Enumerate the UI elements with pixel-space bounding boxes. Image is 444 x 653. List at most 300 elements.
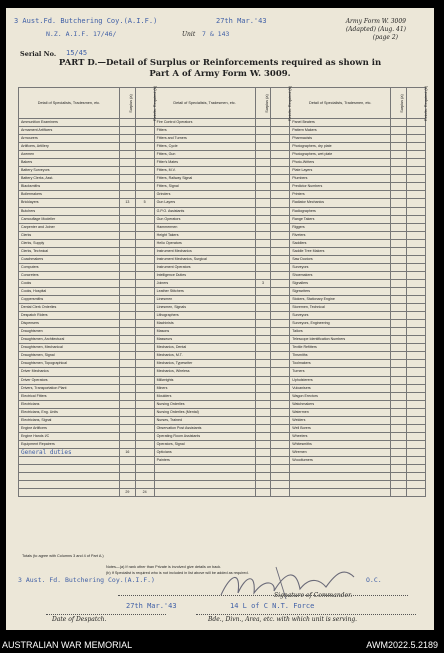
table-row bbox=[19, 296, 426, 304]
required-cell bbox=[407, 456, 426, 464]
specialist-name-cell: Coachmakers bbox=[19, 255, 120, 263]
specialist-name-cell: Surveyors bbox=[290, 312, 391, 320]
required-cell bbox=[407, 263, 426, 271]
required-cell bbox=[271, 312, 290, 320]
surplus-cell bbox=[119, 481, 135, 489]
required-cell bbox=[407, 255, 426, 263]
part-d-title: PART D.—Detail of Surplus or Reinforcements required as shown in bbox=[58, 58, 382, 68]
surplus-cell bbox=[255, 127, 271, 135]
surplus-cell bbox=[391, 440, 407, 448]
table-header-row bbox=[19, 88, 426, 119]
required-cell bbox=[135, 312, 154, 320]
signature-unit-typed: 3 Aust. Fd. Butchering Coy.(A.I.F.) bbox=[18, 576, 155, 584]
table-row bbox=[19, 440, 426, 448]
specialist-name-cell: Cooks bbox=[19, 279, 120, 287]
table-row bbox=[19, 312, 426, 320]
specialist-name-cell: Joiners bbox=[154, 279, 255, 287]
required-cell bbox=[135, 408, 154, 416]
surplus-cell bbox=[119, 400, 135, 408]
specialist-name-cell: Watchmakers bbox=[290, 400, 391, 408]
required-cell bbox=[135, 175, 154, 183]
surplus-cell bbox=[119, 392, 135, 400]
serial-number-typed: 15/45 bbox=[66, 49, 88, 57]
surplus-cell bbox=[391, 384, 407, 392]
specialist-name-cell: Tailors bbox=[290, 328, 391, 336]
col-header-surplus: Surplus (a) bbox=[119, 88, 135, 119]
surplus-cell bbox=[391, 448, 407, 456]
surplus-cell bbox=[119, 473, 135, 481]
surplus-cell bbox=[119, 143, 135, 151]
required-cell bbox=[135, 352, 154, 360]
required-cell bbox=[271, 481, 290, 489]
table-row bbox=[19, 328, 426, 336]
required-cell bbox=[135, 416, 154, 424]
required-cell bbox=[135, 271, 154, 279]
specialist-name-cell: Axemen bbox=[19, 151, 120, 159]
table-row bbox=[19, 231, 426, 239]
required-cell bbox=[135, 223, 154, 231]
required-cell bbox=[407, 239, 426, 247]
specialist-name-cell: Pattern Makers bbox=[290, 127, 391, 135]
surplus-cell bbox=[255, 135, 271, 143]
table-row bbox=[19, 368, 426, 376]
surplus-cell bbox=[255, 432, 271, 440]
required-cell bbox=[407, 376, 426, 384]
surplus-cell bbox=[391, 127, 407, 135]
surplus-cell bbox=[255, 440, 271, 448]
specialist-name-cell: Mechanics, Wireless bbox=[154, 368, 255, 376]
surplus-cell: 16 bbox=[119, 448, 135, 456]
specialist-name-cell: Vulcanisers bbox=[290, 384, 391, 392]
required-cell bbox=[271, 135, 290, 143]
surplus-cell bbox=[255, 271, 271, 279]
required-cell bbox=[407, 215, 426, 223]
required-cell bbox=[135, 344, 154, 352]
specialist-name-cell: Welders bbox=[290, 416, 391, 424]
surplus-cell bbox=[119, 328, 135, 336]
surplus-cell bbox=[255, 143, 271, 151]
specialist-name-cell: Surveyors, Engineering bbox=[290, 320, 391, 328]
table-row bbox=[19, 336, 426, 344]
specialist-name-cell bbox=[19, 481, 120, 489]
surplus-cell bbox=[255, 296, 271, 304]
surplus-cell bbox=[119, 384, 135, 392]
required-cell bbox=[271, 175, 290, 183]
required-cell bbox=[135, 384, 154, 392]
specialist-name-cell: Helio Operators bbox=[154, 239, 255, 247]
table-row bbox=[19, 223, 426, 231]
required-cell bbox=[135, 400, 154, 408]
table-row bbox=[19, 489, 426, 497]
specialist-name-cell: Moulders bbox=[154, 392, 255, 400]
specialist-name-cell: G.P.O. Assistants bbox=[154, 207, 255, 215]
note-a: Notes—(a) If rank other than Private is involved give details on back. bbox=[106, 565, 222, 569]
specialist-name-cell: Despatch Riders bbox=[19, 312, 120, 320]
specialist-name-cell: Fitters, M.V. bbox=[154, 167, 255, 175]
required-cell bbox=[271, 304, 290, 312]
specialist-name-cell: Textile Refitters bbox=[290, 344, 391, 352]
specialist-name-cell: Draughtsmen, Architectural bbox=[19, 336, 120, 344]
surplus-cell bbox=[119, 207, 135, 215]
required-cell bbox=[407, 360, 426, 368]
surplus-cell bbox=[391, 247, 407, 255]
header-date-typed: 27th Mar.'43 bbox=[216, 17, 267, 25]
required-cell bbox=[271, 473, 290, 481]
required-cell bbox=[271, 119, 290, 127]
required-cell bbox=[271, 368, 290, 376]
surplus-cell bbox=[391, 191, 407, 199]
formation-typed: 14 L of C N.T. Force bbox=[230, 602, 315, 610]
required-cell bbox=[135, 239, 154, 247]
required-cell bbox=[271, 400, 290, 408]
specialist-name-cell: Fitters and Turners bbox=[154, 135, 255, 143]
table-row bbox=[19, 408, 426, 416]
table-row bbox=[19, 279, 426, 287]
specialist-name-cell: General duties bbox=[19, 448, 120, 456]
ref-number-typed: 7 & 143 bbox=[202, 30, 230, 38]
required-cell bbox=[407, 304, 426, 312]
required-cell bbox=[407, 473, 426, 481]
surplus-cell bbox=[119, 159, 135, 167]
surplus-cell bbox=[119, 312, 135, 320]
specialist-name-cell: Photographers, wet plate bbox=[290, 151, 391, 159]
specialist-name-cell: Nursing Orderlies bbox=[154, 400, 255, 408]
required-cell bbox=[135, 263, 154, 271]
specialist-name-cell: Upholsterers bbox=[290, 376, 391, 384]
specialist-name-cell: Fitters bbox=[154, 127, 255, 135]
specialist-name-cell: Wiremen bbox=[290, 448, 391, 456]
despatch-date-typed: 27th Mar.'43 bbox=[126, 602, 177, 610]
surplus-cell bbox=[255, 207, 271, 215]
required-cell bbox=[407, 271, 426, 279]
surplus-cell bbox=[391, 481, 407, 489]
specialist-name-cell: Equipment Repairers bbox=[19, 440, 120, 448]
specialist-name-cell: Predictor Numbers bbox=[290, 183, 391, 191]
col-header-required: Reinfts. Required (b) bbox=[407, 88, 426, 119]
surplus-cell bbox=[255, 336, 271, 344]
required-cell bbox=[407, 127, 426, 135]
table-row bbox=[19, 304, 426, 312]
surplus-cell bbox=[119, 271, 135, 279]
surplus-cell bbox=[119, 151, 135, 159]
specialist-name-cell: Mechanics, Typewriter bbox=[154, 360, 255, 368]
table-row bbox=[19, 255, 426, 263]
table-row bbox=[19, 481, 426, 489]
surplus-cell bbox=[255, 352, 271, 360]
table-row bbox=[19, 143, 426, 151]
specialist-name-cell: Leather Stitchers bbox=[154, 287, 255, 295]
surplus-cell bbox=[119, 287, 135, 295]
required-cell bbox=[135, 191, 154, 199]
surplus-cell bbox=[391, 231, 407, 239]
surplus-cell bbox=[255, 231, 271, 239]
specialist-name-cell: Fire Control Operators bbox=[154, 119, 255, 127]
surplus-cell bbox=[255, 360, 271, 368]
surplus-cell bbox=[255, 384, 271, 392]
specialist-name-cell: Draughtsmen, Topographical bbox=[19, 360, 120, 368]
specialist-name-cell: Instrument Mechanics, Surgical bbox=[154, 255, 255, 263]
surplus-cell bbox=[119, 360, 135, 368]
specialist-name-cell: Radiographers bbox=[290, 207, 391, 215]
required-cell bbox=[271, 344, 290, 352]
table-row bbox=[19, 400, 426, 408]
specialist-name-cell: Well Borers bbox=[290, 424, 391, 432]
required-cell bbox=[407, 223, 426, 231]
specialist-name-cell bbox=[154, 473, 255, 481]
required-cell bbox=[135, 304, 154, 312]
specialist-name-cell: Saddle Tree Makers bbox=[290, 247, 391, 255]
specialist-name-cell: Mechanics, Dental bbox=[154, 344, 255, 352]
required-cell: 5 bbox=[135, 199, 154, 207]
required-cell bbox=[135, 167, 154, 175]
table-row bbox=[19, 473, 426, 481]
surplus-cell bbox=[391, 304, 407, 312]
surplus-cell bbox=[391, 400, 407, 408]
surplus-cell bbox=[255, 376, 271, 384]
specialist-name-cell: Plumbers bbox=[290, 175, 391, 183]
surplus-cell bbox=[391, 167, 407, 175]
required-cell bbox=[271, 223, 290, 231]
required-cell bbox=[407, 191, 426, 199]
surplus-cell bbox=[119, 320, 135, 328]
surplus-cell bbox=[255, 400, 271, 408]
required-cell bbox=[271, 489, 290, 497]
specialist-name-cell: Radiator Mechanics bbox=[290, 199, 391, 207]
specialist-name-cell: Printers bbox=[290, 191, 391, 199]
part-d-subtitle: Part A of Army Form W. 3009. bbox=[149, 69, 291, 79]
surplus-cell bbox=[119, 231, 135, 239]
required-cell bbox=[271, 320, 290, 328]
specialist-name-cell: Grinders bbox=[154, 191, 255, 199]
required-cell bbox=[407, 416, 426, 424]
specialist-name-cell: Dental Clerk Orderlies bbox=[19, 304, 120, 312]
specialist-name-cell: Nurses, Trained bbox=[154, 416, 255, 424]
surplus-cell bbox=[391, 296, 407, 304]
table-row bbox=[19, 465, 426, 473]
surplus-cell bbox=[255, 465, 271, 473]
surplus-cell bbox=[391, 344, 407, 352]
surplus-cell bbox=[255, 304, 271, 312]
note-b: (b) If Specialist is required who is not included in list above will be added as required. bbox=[106, 571, 249, 575]
required-cell bbox=[135, 336, 154, 344]
required-cell bbox=[271, 336, 290, 344]
specialist-name-cell: Electricians bbox=[19, 400, 120, 408]
table-row bbox=[19, 151, 426, 159]
surplus-cell bbox=[391, 360, 407, 368]
surplus-cell bbox=[391, 255, 407, 263]
required-cell bbox=[407, 175, 426, 183]
table-row bbox=[19, 344, 426, 352]
unit-name-typed: 3 Aust.Fd. Butchering Coy.(A.I.F.) bbox=[14, 17, 158, 25]
specialist-name-cell: Masseurs bbox=[154, 336, 255, 344]
specialist-name-cell: Telescope Identification Numbers bbox=[290, 336, 391, 344]
specialist-name-cell bbox=[290, 465, 391, 473]
required-cell bbox=[271, 416, 290, 424]
signature-line bbox=[118, 595, 408, 596]
required-cell bbox=[407, 135, 426, 143]
specialist-name-cell: Coppersmiths bbox=[19, 296, 120, 304]
surplus-cell bbox=[119, 368, 135, 376]
surplus-cell bbox=[391, 336, 407, 344]
specialist-name-cell: Bakers bbox=[19, 159, 120, 167]
required-cell bbox=[271, 408, 290, 416]
surplus-cell bbox=[255, 175, 271, 183]
required-cell bbox=[135, 296, 154, 304]
required-cell bbox=[407, 231, 426, 239]
surplus-cell bbox=[119, 408, 135, 416]
required-cell bbox=[271, 199, 290, 207]
table-row bbox=[19, 159, 426, 167]
required-cell bbox=[407, 448, 426, 456]
required-cell bbox=[407, 489, 426, 497]
specialist-name-cell: Saddlers bbox=[290, 239, 391, 247]
table-row bbox=[19, 239, 426, 247]
surplus-cell bbox=[119, 223, 135, 231]
specialist-name-cell: Stokers, Stationary Engine bbox=[290, 296, 391, 304]
surplus-cell bbox=[391, 465, 407, 473]
required-cell bbox=[271, 456, 290, 464]
specialist-name-cell: Operators, Signal bbox=[154, 440, 255, 448]
required-cell bbox=[407, 481, 426, 489]
specialist-name-cell: Bricklayers bbox=[19, 199, 120, 207]
required-cell bbox=[271, 448, 290, 456]
surplus-cell bbox=[119, 279, 135, 287]
table-row bbox=[19, 287, 426, 295]
specialist-name-cell: Painters bbox=[154, 456, 255, 464]
surplus-cell bbox=[119, 456, 135, 464]
surplus-cell bbox=[255, 489, 271, 497]
specialist-name-cell: Instrument Mechanics bbox=[154, 247, 255, 255]
specialist-name-cell: Watermen bbox=[290, 408, 391, 416]
required-cell bbox=[271, 376, 290, 384]
table-row bbox=[19, 448, 426, 456]
table-row bbox=[19, 247, 426, 255]
required-cell bbox=[407, 119, 426, 127]
surplus-cell bbox=[391, 456, 407, 464]
specialist-name-cell bbox=[19, 473, 120, 481]
surplus-cell bbox=[255, 255, 271, 263]
table-row bbox=[19, 191, 426, 199]
surplus-cell bbox=[255, 287, 271, 295]
required-cell bbox=[135, 279, 154, 287]
surplus-cell bbox=[391, 239, 407, 247]
table-row bbox=[19, 263, 426, 271]
table-row bbox=[19, 199, 426, 207]
surplus-cell bbox=[119, 336, 135, 344]
required-cell bbox=[271, 143, 290, 151]
surplus-cell bbox=[255, 223, 271, 231]
surplus-cell bbox=[255, 408, 271, 416]
surplus-cell bbox=[119, 416, 135, 424]
specialist-name-cell: Wagon Erectors bbox=[290, 392, 391, 400]
surplus-cell bbox=[391, 215, 407, 223]
col-header-required: Reinfts. Required (b) bbox=[271, 88, 290, 119]
required-cell bbox=[135, 215, 154, 223]
required-cell bbox=[271, 328, 290, 336]
surplus-cell bbox=[119, 304, 135, 312]
specialist-name-cell: Clerks bbox=[19, 231, 120, 239]
surplus-cell bbox=[255, 424, 271, 432]
surplus-cell bbox=[119, 175, 135, 183]
surplus-cell bbox=[391, 287, 407, 295]
required-cell bbox=[135, 151, 154, 159]
required-cell bbox=[271, 255, 290, 263]
required-cell bbox=[135, 424, 154, 432]
required-cell bbox=[271, 440, 290, 448]
required-cell bbox=[407, 287, 426, 295]
surplus-cell bbox=[255, 239, 271, 247]
ref-line-typed: N.Z. A.I.F. 17/46/ bbox=[46, 30, 117, 38]
surplus-cell bbox=[391, 320, 407, 328]
specialist-name-cell: Blacksmiths bbox=[19, 183, 120, 191]
surplus-cell bbox=[391, 368, 407, 376]
specialist-name-cell: Whitesmiths bbox=[290, 440, 391, 448]
surplus-cell bbox=[255, 416, 271, 424]
required-cell bbox=[135, 473, 154, 481]
specialist-name-cell: Driver Operators bbox=[19, 376, 120, 384]
specialist-name-cell: Fitters, Railway Signal bbox=[154, 175, 255, 183]
surplus-cell bbox=[255, 199, 271, 207]
col-header-specialists: Detail of Specialists, Tradesmen, etc. bbox=[290, 88, 391, 119]
required-cell bbox=[271, 360, 290, 368]
totals-label: Totals (to agree with Columns 3 and 4 of Part A.) bbox=[22, 554, 104, 558]
table-row bbox=[19, 384, 426, 392]
specialists-table bbox=[18, 85, 429, 497]
surplus-cell bbox=[119, 344, 135, 352]
table-row bbox=[19, 175, 426, 183]
required-cell bbox=[135, 287, 154, 295]
surplus-cell bbox=[255, 456, 271, 464]
col-header-surplus: Surplus (a) bbox=[391, 88, 407, 119]
surplus-cell bbox=[391, 175, 407, 183]
caption-institution: AUSTRALIAN WAR MEMORIAL bbox=[2, 640, 133, 650]
table-row bbox=[19, 127, 426, 135]
required-cell bbox=[135, 135, 154, 143]
surplus-cell bbox=[391, 279, 407, 287]
specialist-name-cell: Surveyors bbox=[290, 263, 391, 271]
surplus-cell bbox=[391, 143, 407, 151]
specialist-name-cell: Draughtsmen, Mechanical bbox=[19, 344, 120, 352]
surplus-cell bbox=[119, 263, 135, 271]
required-cell bbox=[407, 151, 426, 159]
surplus-cell bbox=[119, 183, 135, 191]
surplus-cell: 29 bbox=[119, 489, 135, 497]
surplus-cell bbox=[391, 151, 407, 159]
specialist-name-cell: Storemen, Technical bbox=[290, 304, 391, 312]
required-cell bbox=[271, 183, 290, 191]
col-header-specialists: Detail of Specialists, Tradesmen, etc. bbox=[154, 88, 255, 119]
required-cell bbox=[135, 231, 154, 239]
specialist-name-cell: Instrument Operators bbox=[154, 263, 255, 271]
surplus-cell bbox=[391, 473, 407, 481]
specialist-name-cell: Butchers bbox=[19, 207, 120, 215]
specialist-name-cell bbox=[154, 481, 255, 489]
required-cell bbox=[135, 432, 154, 440]
specialist-name-cell: Panel Beaters bbox=[290, 119, 391, 127]
col-header-required: Reinfts. Required (b) bbox=[135, 88, 154, 119]
table-row bbox=[19, 360, 426, 368]
required-cell bbox=[407, 296, 426, 304]
specialist-name-cell: Turners bbox=[290, 368, 391, 376]
surplus-cell bbox=[119, 167, 135, 175]
caption-accession-number: AWM2022.5.2189 bbox=[366, 640, 438, 650]
required-cell bbox=[135, 360, 154, 368]
despatch-line bbox=[46, 614, 166, 615]
specialist-name-cell: Nursing Orderlies (Mental) bbox=[154, 408, 255, 416]
specialist-name-cell: Gun Operators bbox=[154, 215, 255, 223]
unit-label: Unit bbox=[182, 31, 196, 38]
formation-line bbox=[196, 614, 416, 615]
